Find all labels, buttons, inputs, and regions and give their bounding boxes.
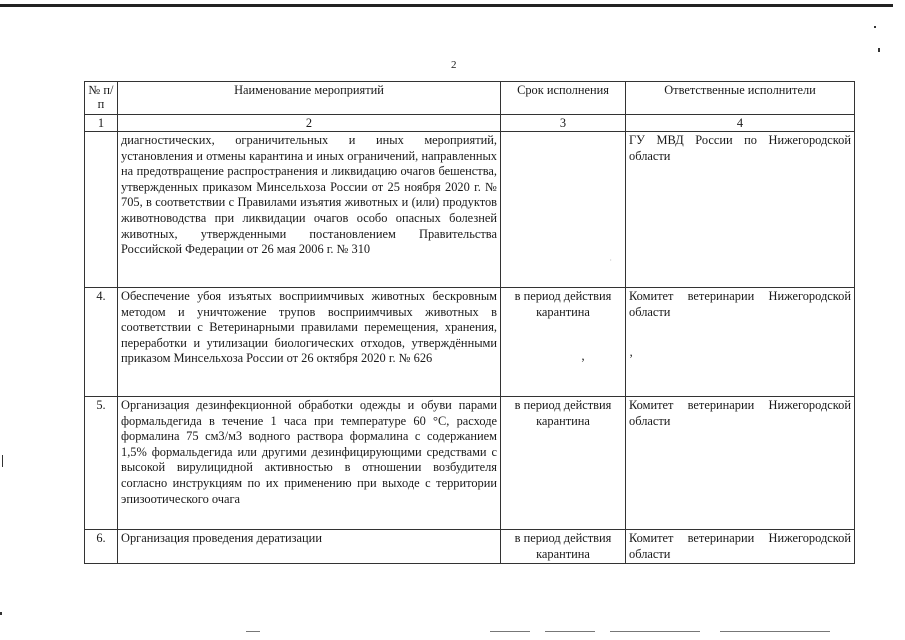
row-number: 6. <box>85 530 118 564</box>
measure-text: Организация проведения дератизации <box>118 530 501 564</box>
table-row <box>85 397 855 530</box>
measure-text: Организация дезинфекционной обработки одежды и обуви парами формальдегида в течение 1 часа при температуре 60 °С, расходе формалина 75 см3/м3 водного раствора формалина с содержанием 1,5% формальдегида или другими дезинфицирующими средствами с высокой вирулицидной активностью в отношении возбудителя согласно инструкциям по их применению при выходе с территории эпизоотического очага <box>118 397 501 530</box>
scan-dash <box>545 631 595 632</box>
measure-text: Обеспечение убоя изъятых восприимчивых животных бескровным методом и уничтожение трупов восприимчивых животных в соответствии с Ветеринарными правилами перемещения, хранения, переработки и утилизации биологических отходов, утверждёнными приказом Минсельхоза России от 26 октября 2020 г. № 626 <box>118 288 501 397</box>
header-name: Наименование мероприятий <box>118 82 501 115</box>
row-number: 4. <box>85 288 118 397</box>
row-number <box>85 132 118 288</box>
measures-table <box>84 81 855 564</box>
row-term: в период действия карантина <box>501 530 626 564</box>
term-cell <box>501 288 626 397</box>
scan-speck <box>878 48 880 52</box>
scan-tick: ’ <box>580 356 586 371</box>
column-number-row <box>85 115 855 132</box>
scan-speck <box>2 455 3 467</box>
header-term: Срок исполнения <box>501 82 626 115</box>
row-term: в период действия карантина <box>514 289 612 319</box>
measure-text: диагностических, ограничительных и иных мероприятий, установления и отмены карантина и иных ограничений, направленных на предотвращение распространения и ликвидацию очагов бешенства, утвержденных приказом Минсельхоза России от 25 ноября 2020 г. № 705, в соответствии с Правилами изъятия животных и (или) продуктов животноводства при ликвидации очагов особо опасных болезней животных, утвержденными постановлением Правительства Российской Федерации от 26 мая 2006 г. № 310 <box>118 132 501 288</box>
scan-speck <box>0 612 2 615</box>
scan-dash <box>610 631 700 632</box>
responsible-text: ГУ МВД России по Нижегородской области <box>626 132 855 288</box>
term-cell <box>501 132 626 288</box>
page-number: 2 <box>451 59 457 71</box>
table-row <box>85 530 855 564</box>
scan-speck <box>874 26 876 28</box>
top-border-line <box>0 4 893 7</box>
column-number: 2 <box>118 115 501 132</box>
scan-dash <box>246 631 260 632</box>
row-number: 5. <box>85 397 118 530</box>
header-num: № п/п <box>85 82 118 115</box>
responsible-text: Комитет ветеринарии Нижегородской области <box>626 530 855 564</box>
responsible-text: Комитет ветеринарии Нижегородской области <box>626 397 855 530</box>
responsible-cell <box>626 288 855 397</box>
table-header-row <box>85 82 855 115</box>
column-number: 4 <box>626 115 855 132</box>
column-number: 1 <box>85 115 118 132</box>
row-term: в период действия карантина <box>501 397 626 530</box>
scan-dash <box>490 631 530 632</box>
scan-tick: ’ <box>629 352 634 367</box>
header-responsible: Ответственные исполнители <box>626 82 855 115</box>
table-row <box>85 288 855 397</box>
responsible-text: Комитет ветеринарии Нижегородской области <box>629 289 851 319</box>
column-number: 3 <box>501 115 626 132</box>
scan-dot: · <box>609 256 612 265</box>
table-row <box>85 132 855 288</box>
scan-dash <box>720 631 830 632</box>
